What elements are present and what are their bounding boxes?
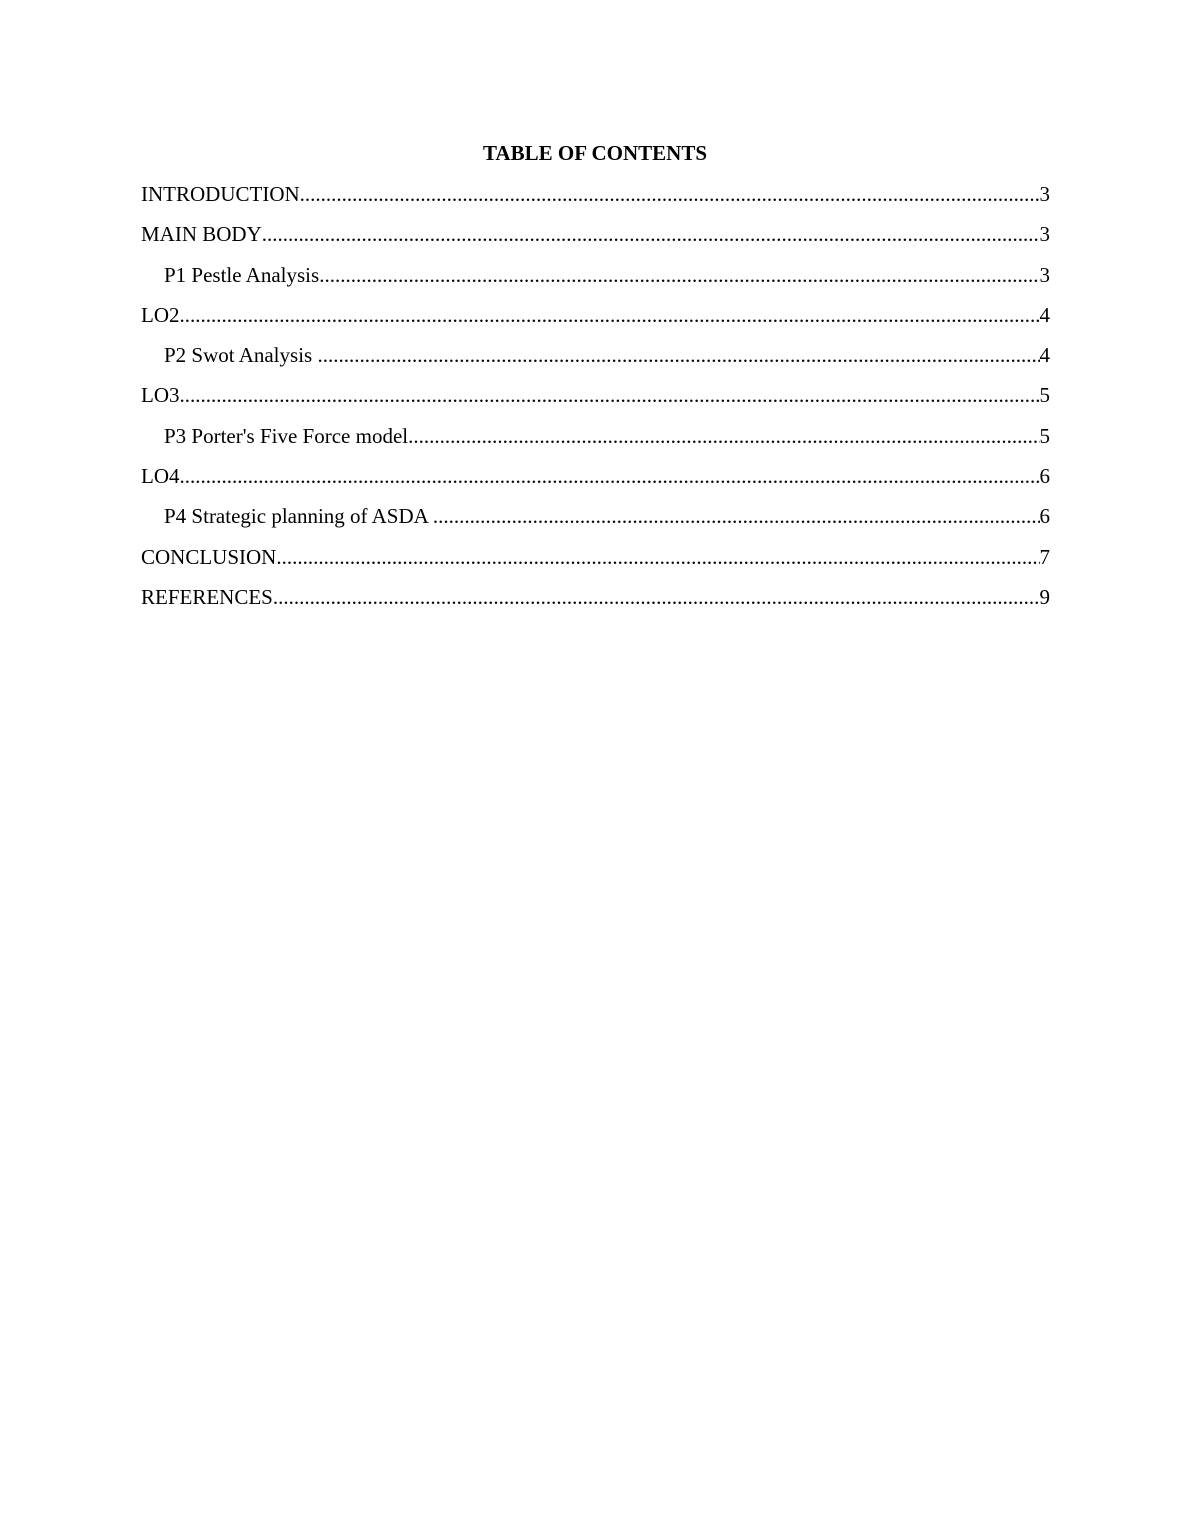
- toc-entry-page-number: 6: [1039, 504, 1050, 529]
- toc-entry-page-number: 3: [1039, 182, 1050, 206]
- toc-title: TABLE OF CONTENTS: [482, 141, 708, 165]
- toc-entry[interactable]: [141, 583, 1050, 623]
- toc-entry-label: INTRODUCTION: [141, 182, 300, 206]
- toc-list: [141, 180, 1050, 623]
- toc-entry-page-number: 5: [1039, 383, 1050, 408]
- toc-entry-label: LO4: [141, 464, 180, 489]
- toc-dot-leader: [433, 502, 1040, 530]
- toc-entry-page-number: 3: [1039, 262, 1050, 287]
- toc-entry-page-number: 3: [1039, 222, 1050, 247]
- toc-dot-leader: [180, 462, 1040, 490]
- toc-entry[interactable]: [141, 180, 1050, 220]
- toc-entry[interactable]: [141, 341, 1050, 381]
- toc-dot-leader: [273, 583, 1040, 611]
- toc-entry-page-number: 4: [1039, 343, 1050, 368]
- toc-entry-page-number: 6: [1039, 464, 1050, 489]
- toc-dot-leader: [317, 341, 1039, 369]
- toc-entry[interactable]: [141, 261, 1050, 301]
- toc-entry[interactable]: [141, 502, 1050, 542]
- toc-dot-leader: [300, 180, 1040, 208]
- toc-entry[interactable]: [141, 381, 1050, 421]
- toc-entry-page-number: 9: [1039, 584, 1050, 609]
- toc-entry-page-number: 5: [1039, 423, 1050, 448]
- toc-dot-leader: [276, 543, 1039, 571]
- toc-entry-page-number: 7: [1039, 544, 1050, 569]
- toc-entry-label: P3 Porter's Five Force model: [164, 423, 409, 448]
- toc-dot-leader: [408, 422, 1039, 450]
- toc-entry-label: REFERENCES: [141, 584, 273, 609]
- toc-dot-leader: [180, 301, 1040, 329]
- toc-entry[interactable]: [141, 543, 1050, 583]
- toc-entry[interactable]: [141, 462, 1050, 502]
- toc-dot-leader: [319, 261, 1039, 289]
- toc-entry-label: P4 Strategic planning of ASDA: [164, 504, 433, 529]
- toc-entry-label: P2 Swot Analysis: [164, 343, 318, 368]
- toc-dot-leader: [262, 220, 1040, 248]
- toc-entry-label: CONCLUSION: [141, 544, 277, 569]
- toc-entry-label: LO2: [141, 302, 180, 327]
- toc-entry-label: LO3: [141, 383, 180, 408]
- toc-entry-label: MAIN BODY: [141, 222, 262, 247]
- toc-entry[interactable]: [141, 422, 1050, 462]
- toc-dot-leader: [180, 381, 1040, 409]
- toc-entry[interactable]: [141, 220, 1050, 260]
- toc-entry[interactable]: [141, 301, 1050, 341]
- toc-entry-page-number: 4: [1039, 302, 1050, 327]
- toc-entry-label: P1 Pestle Analysis: [164, 262, 320, 287]
